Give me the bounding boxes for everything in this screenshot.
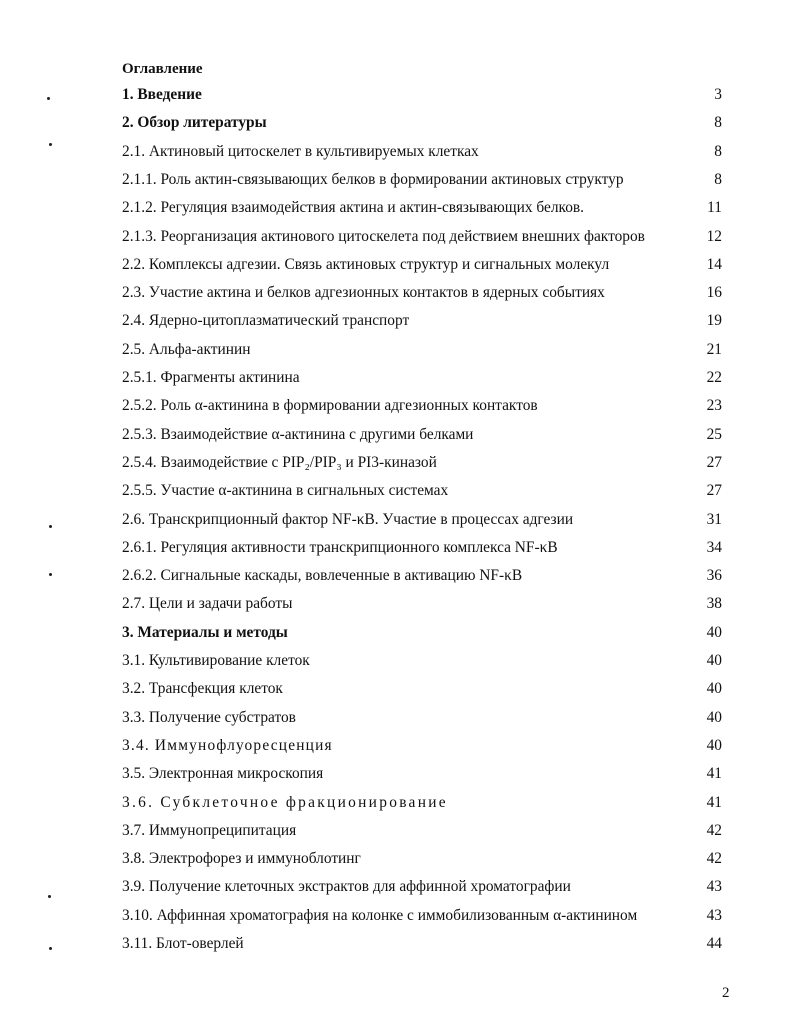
toc-entry-label: 2.6. Транскрипционный фактор NF-κB. Участие в процессах адгезии (122, 511, 574, 528)
toc-entry-label: 3.11. Блот-оверлей (122, 935, 244, 952)
toc-entry (122, 226, 722, 248)
toc-entry (122, 876, 722, 898)
toc-entry (122, 763, 722, 785)
toc-entry-page: 44 (706, 935, 722, 952)
scan-speck (48, 895, 51, 898)
toc-entry (122, 310, 722, 332)
toc-entry-label: 1. Введение (122, 86, 202, 103)
toc-entry (122, 282, 722, 304)
toc-entry-label: 3.7. Иммунопреципитация (122, 822, 297, 839)
toc-entry-label: 2.1.3. Реорганизация актинового цитоскелета под действием внешних факторов (122, 228, 645, 245)
toc-entry-label: 2.5.4. Взаимодействие с PIP₂/PIP₃ и PI3-киназой (122, 454, 437, 471)
toc-entry-page: 40 (706, 652, 722, 669)
toc-entry-label: 3.10. Аффинная хроматография на колонке с иммобилизованным α-актинином (122, 907, 638, 924)
toc-entry-page: 8 (714, 143, 722, 160)
toc-entry (122, 480, 722, 502)
toc-entry (122, 933, 722, 955)
toc-entry-page: 42 (706, 822, 722, 839)
toc-entry-label: 3.6. Субклеточное фракционирование (122, 794, 448, 811)
toc-entry-page: 43 (706, 878, 722, 895)
toc-entry (122, 367, 722, 389)
toc-entry-label: 2. Обзор литературы (122, 114, 267, 131)
toc-entry-label: 3. Материалы и методы (122, 624, 288, 641)
toc-entry-page: 40 (706, 624, 722, 641)
toc-entry-page: 43 (706, 907, 722, 924)
toc-title: Оглавление (122, 61, 203, 77)
scan-speck (49, 573, 52, 576)
toc-entry (122, 735, 722, 757)
toc-entry-label: 2.5. Альфа-актинин (122, 341, 251, 358)
toc-entry-page: 38 (706, 595, 722, 612)
toc-entry (122, 537, 722, 559)
toc-entry-page: 41 (706, 765, 722, 782)
toc-entry-label: 2.2. Комплексы адгезии. Связь актиновых структур и сигнальных молекул (122, 256, 610, 273)
toc-entry-label: 3.3. Получение субстратов (122, 709, 296, 726)
toc-entry (122, 848, 722, 870)
toc-entry (122, 395, 722, 417)
toc-entry-page: 40 (706, 680, 722, 697)
toc-entry-label: 2.1.1. Роль актин-связывающих белков в формировании актиновых структур (122, 171, 624, 188)
toc-entry (122, 622, 722, 644)
toc-entry-page: 14 (706, 256, 722, 273)
scan-speck (49, 143, 52, 146)
toc-entry (122, 169, 722, 191)
toc-entry-page: 42 (706, 850, 722, 867)
toc-entry-page: 40 (706, 737, 722, 754)
toc-entry-label: 2.5.2. Роль α-актинина в формировании адгезионных контактов (122, 397, 538, 414)
toc-entry-label: 2.4. Ядерно-цитоплазматический транспорт (122, 312, 410, 329)
toc-entry (122, 112, 722, 134)
toc-entry-label: 3.8. Электрофорез и иммуноблотинг (122, 850, 361, 867)
page-number: 2 (722, 985, 730, 1001)
toc-entry-label: 2.6.2. Сигнальные каскады, вовлеченные в активацию NF-κB (122, 567, 523, 584)
toc-entry (122, 339, 722, 361)
toc-entry (122, 905, 722, 927)
toc-entry (122, 792, 722, 814)
toc-entry-label: 2.3. Участие актина и белков адгезионных контактов в ядерных событиях (122, 284, 605, 301)
toc-entry (122, 820, 722, 842)
toc-entry (122, 509, 722, 531)
toc-entry-page: 40 (706, 709, 722, 726)
toc-entry (122, 452, 722, 474)
toc-entry (122, 141, 722, 163)
toc-entry (122, 84, 722, 106)
toc-entry-page: 21 (706, 341, 722, 358)
toc-entry-label: 3.1. Культивирование клеток (122, 652, 310, 669)
toc-entry-page: 22 (706, 369, 722, 386)
toc-entry-label: 2.1.2. Регуляция взаимодействия актина и актин-связывающих белков. (122, 199, 585, 216)
scan-speck (49, 947, 52, 950)
toc-entry-label: 2.7. Цели и задачи работы (122, 595, 293, 612)
toc-entry-page: 3 (714, 86, 722, 103)
scan-speck (49, 525, 52, 528)
toc-entry (122, 650, 722, 672)
toc-entry-label: 2.1. Актиновый цитоскелет в культивируемых клетках (122, 143, 479, 160)
toc-entry-page: 12 (706, 228, 722, 245)
toc-entry-page: 11 (707, 199, 722, 216)
toc-entry-page: 31 (706, 511, 722, 528)
toc-entry-page: 41 (706, 794, 722, 811)
toc-entry-label: 2.5.3. Взаимодействие α-актинина с другими белками (122, 426, 474, 443)
toc-entry-label: 2.5.5. Участие α-актинина в сигнальных системах (122, 482, 449, 499)
toc-entry-page: 27 (706, 454, 722, 471)
toc-entry-label: 2.6.1. Регуляция активности транскрипционного комплекса NF-κB (122, 539, 558, 556)
toc-entry (122, 197, 722, 219)
toc-entry-page: 25 (706, 426, 722, 443)
toc-entry-label: 3.5. Электронная микроскопия (122, 765, 324, 782)
scan-speck (47, 97, 50, 100)
toc-entry-label: 2.5.1. Фрагменты актинина (122, 369, 300, 386)
toc-entry-page: 16 (706, 284, 722, 301)
toc-entry-label: 3.9. Получение клеточных экстрактов для аффинной хроматографии (122, 878, 571, 895)
toc-entry-page: 19 (706, 312, 722, 329)
toc-entry (122, 678, 722, 700)
toc-entry (122, 424, 722, 446)
toc-entry (122, 707, 722, 729)
toc-entry-page: 23 (706, 397, 722, 414)
toc-entry-page: 34 (706, 539, 722, 556)
toc-entry-page: 8 (714, 171, 722, 188)
toc-entry-page: 8 (714, 114, 722, 131)
toc-entry-label: 3.2. Трансфекция клеток (122, 680, 283, 697)
toc-entry (122, 565, 722, 587)
toc-entry-page: 27 (706, 482, 722, 499)
toc-entry-page: 36 (706, 567, 722, 584)
toc-entry (122, 254, 722, 276)
toc-entry-label: 3.4. Иммунофлуоресценция (122, 737, 333, 754)
toc-entry (122, 593, 722, 615)
